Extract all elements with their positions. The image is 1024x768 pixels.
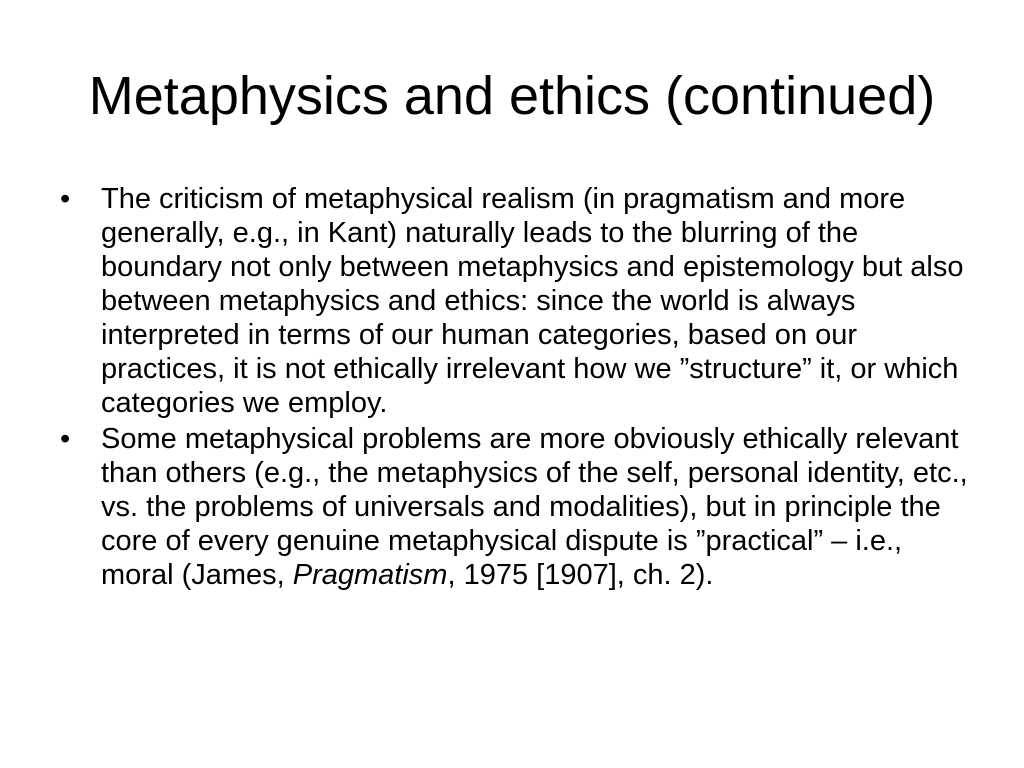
bullet-text: The criticism of metaphysical realism (in pragmatism and more generally, e.g., in Kant) naturally leads to the blurring of the boundary not only between metaphysics and epistemology but also between metaphysics and ethics: since the world is always interpreted in terms of our human categories, based on our practices, it is not ethically irrelevant how we ”structure” it, or which categories we employ. bbox=[101, 183, 964, 419]
bullet-text bbox=[101, 423, 968, 591]
book-title: Pragmatism bbox=[292, 559, 448, 591]
bullet-text-before: Some metaphysical problems are more obviously ethically relevant than others (e.g., the metaphysics of the self, personal identity, etc., vs. the problems of universals and modalities), but in principle the core of every genuine metaphysical dispute is ”practical” – i.e., moral (James, bbox=[101, 423, 968, 591]
bullet-item bbox=[60, 182, 975, 420]
bullet-text-after: , 1975 [1907], ch. 2). bbox=[447, 559, 714, 591]
slide-title: Metaphysics and ethics (continued) bbox=[88, 66, 936, 126]
bullet-item bbox=[60, 422, 975, 592]
bullet-dot-icon: • bbox=[60, 183, 71, 215]
bullet-list bbox=[60, 182, 975, 594]
bullet-dot-icon: • bbox=[60, 423, 71, 455]
